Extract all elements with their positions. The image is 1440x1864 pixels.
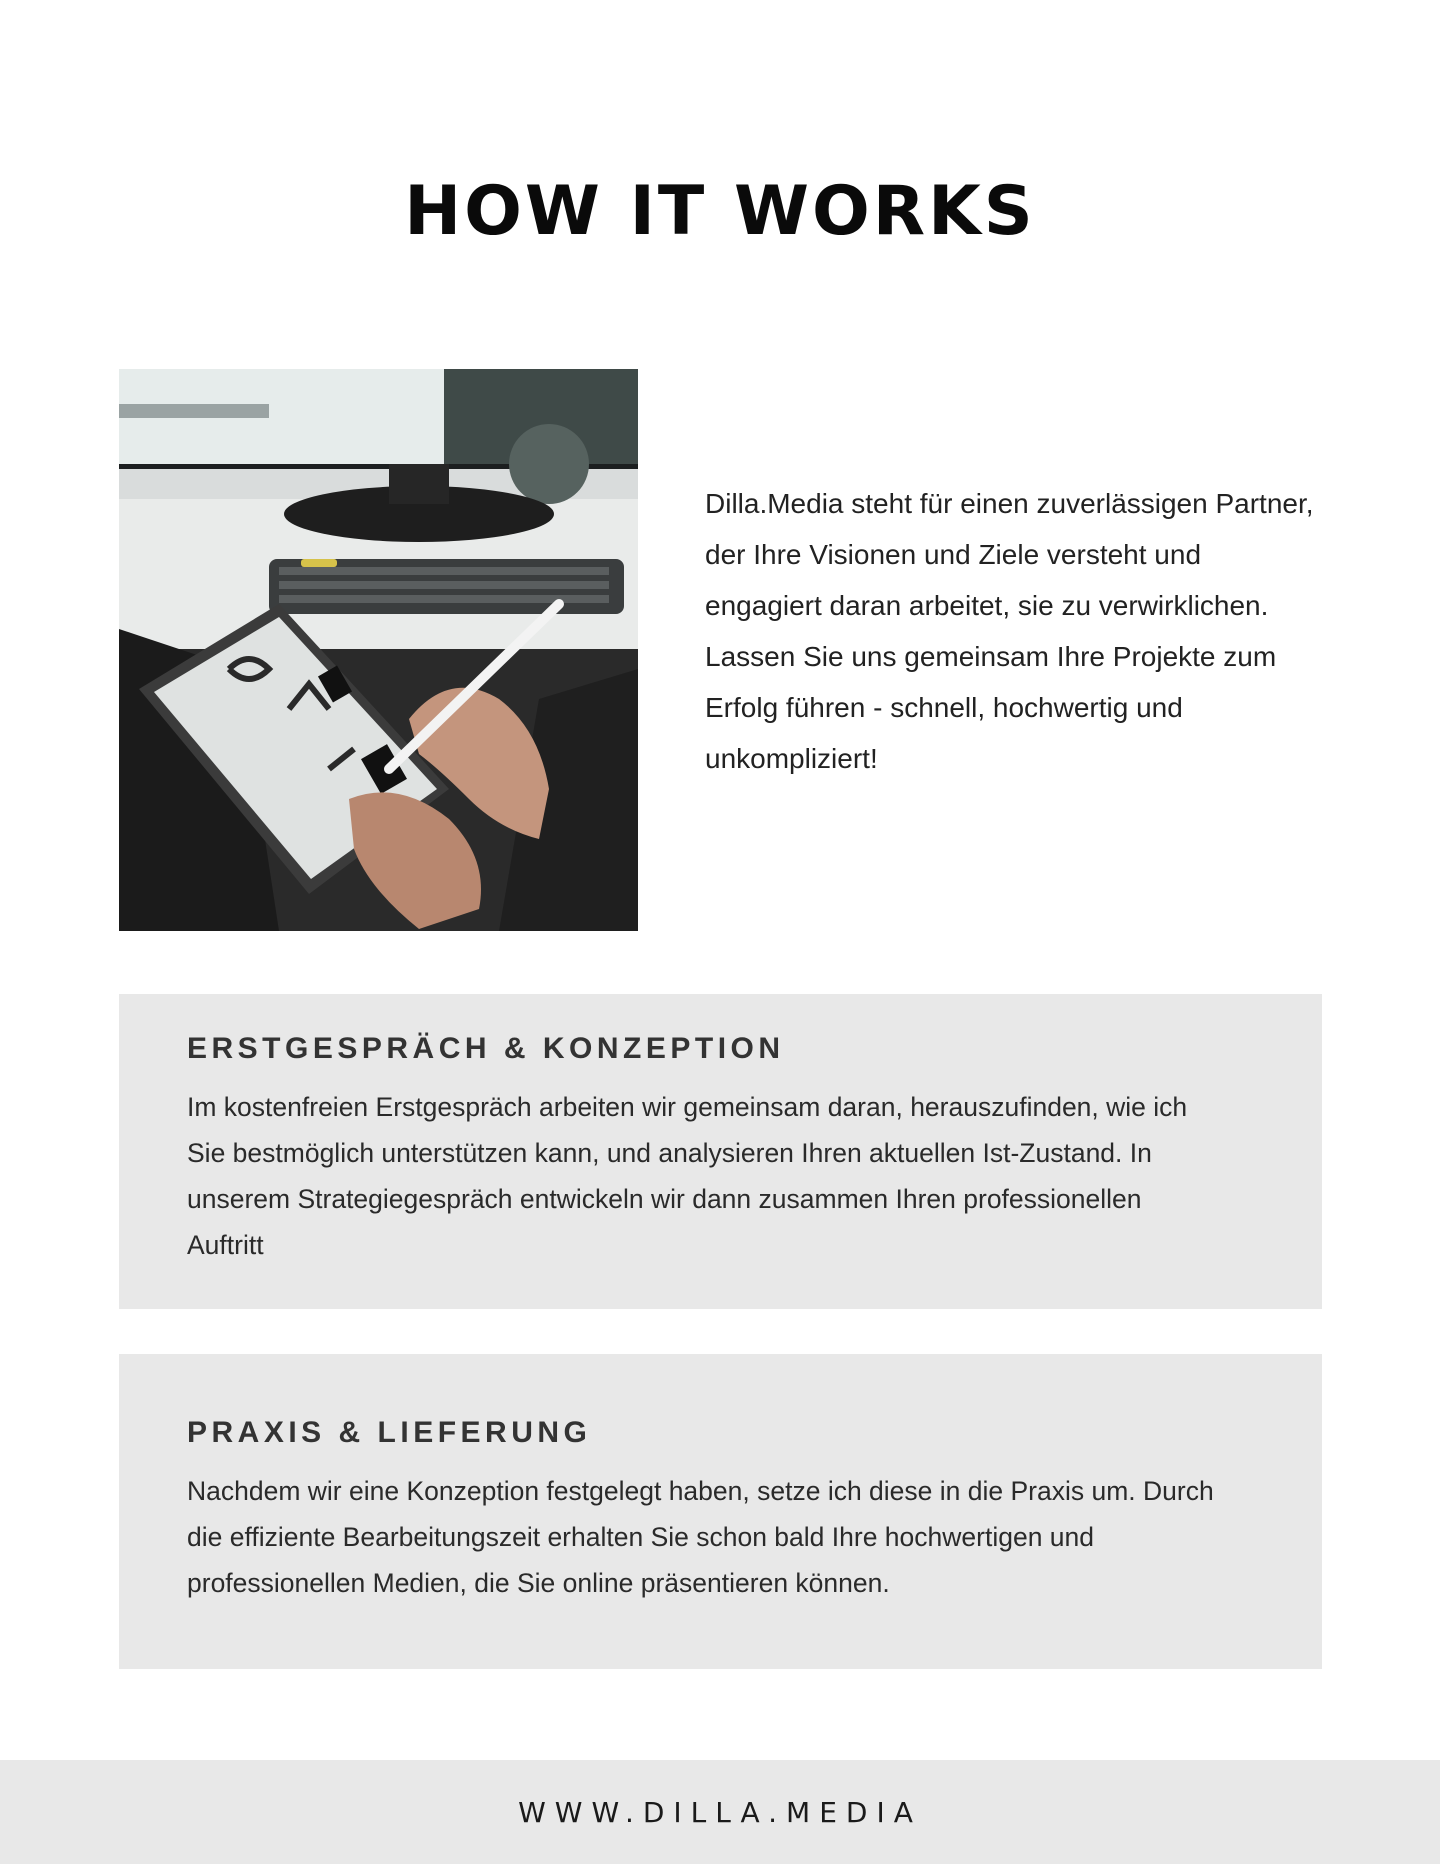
step-title: PRAXIS & LIEFERUNG xyxy=(187,1416,592,1449)
tablet-drawing-illustration xyxy=(119,369,638,931)
step-title: ERSTGESPRÄCH & KONZEPTION xyxy=(187,1032,785,1065)
step-card-konzeption xyxy=(119,994,1322,1309)
page-title: HOW IT WORKS xyxy=(404,172,1036,251)
hero-photo xyxy=(119,369,638,931)
website-link[interactable]: WWW.DILLA.MEDIA xyxy=(518,1795,922,1829)
step-description: Nachdem wir eine Konzeption festgelegt haben, setze ich diese in die Praxis um. Durch die effiziente Bearbeitungszeit erhalten Sie schon bald Ihre hochwertigen und professionellen Medien, die Sie online präsentieren können. xyxy=(187,1476,1214,1598)
step-card-lieferung xyxy=(119,1354,1322,1669)
step-description: Im kostenfreien Erstgespräch arbeiten wir gemeinsam daran, herauszufinden, wie ich Sie bestmöglich unterstützen kann, und analysieren Ihren aktuellen Ist-Zustand. In unserem Strategiegespräch entwickeln wir dann zusammen Ihren professionellen Auftritt xyxy=(187,1092,1188,1260)
intro-text: Dilla.Media steht für einen zuverlässigen Partner, der Ihre Visionen und Ziele versteht und engagiert daran arbeitet, sie zu verwirklichen. Lassen Sie uns gemeinsam Ihre Projekte zum Erfolg führen - schnell, hochwertig und unkompliziert! xyxy=(705,488,1314,774)
footer xyxy=(0,1760,1440,1864)
